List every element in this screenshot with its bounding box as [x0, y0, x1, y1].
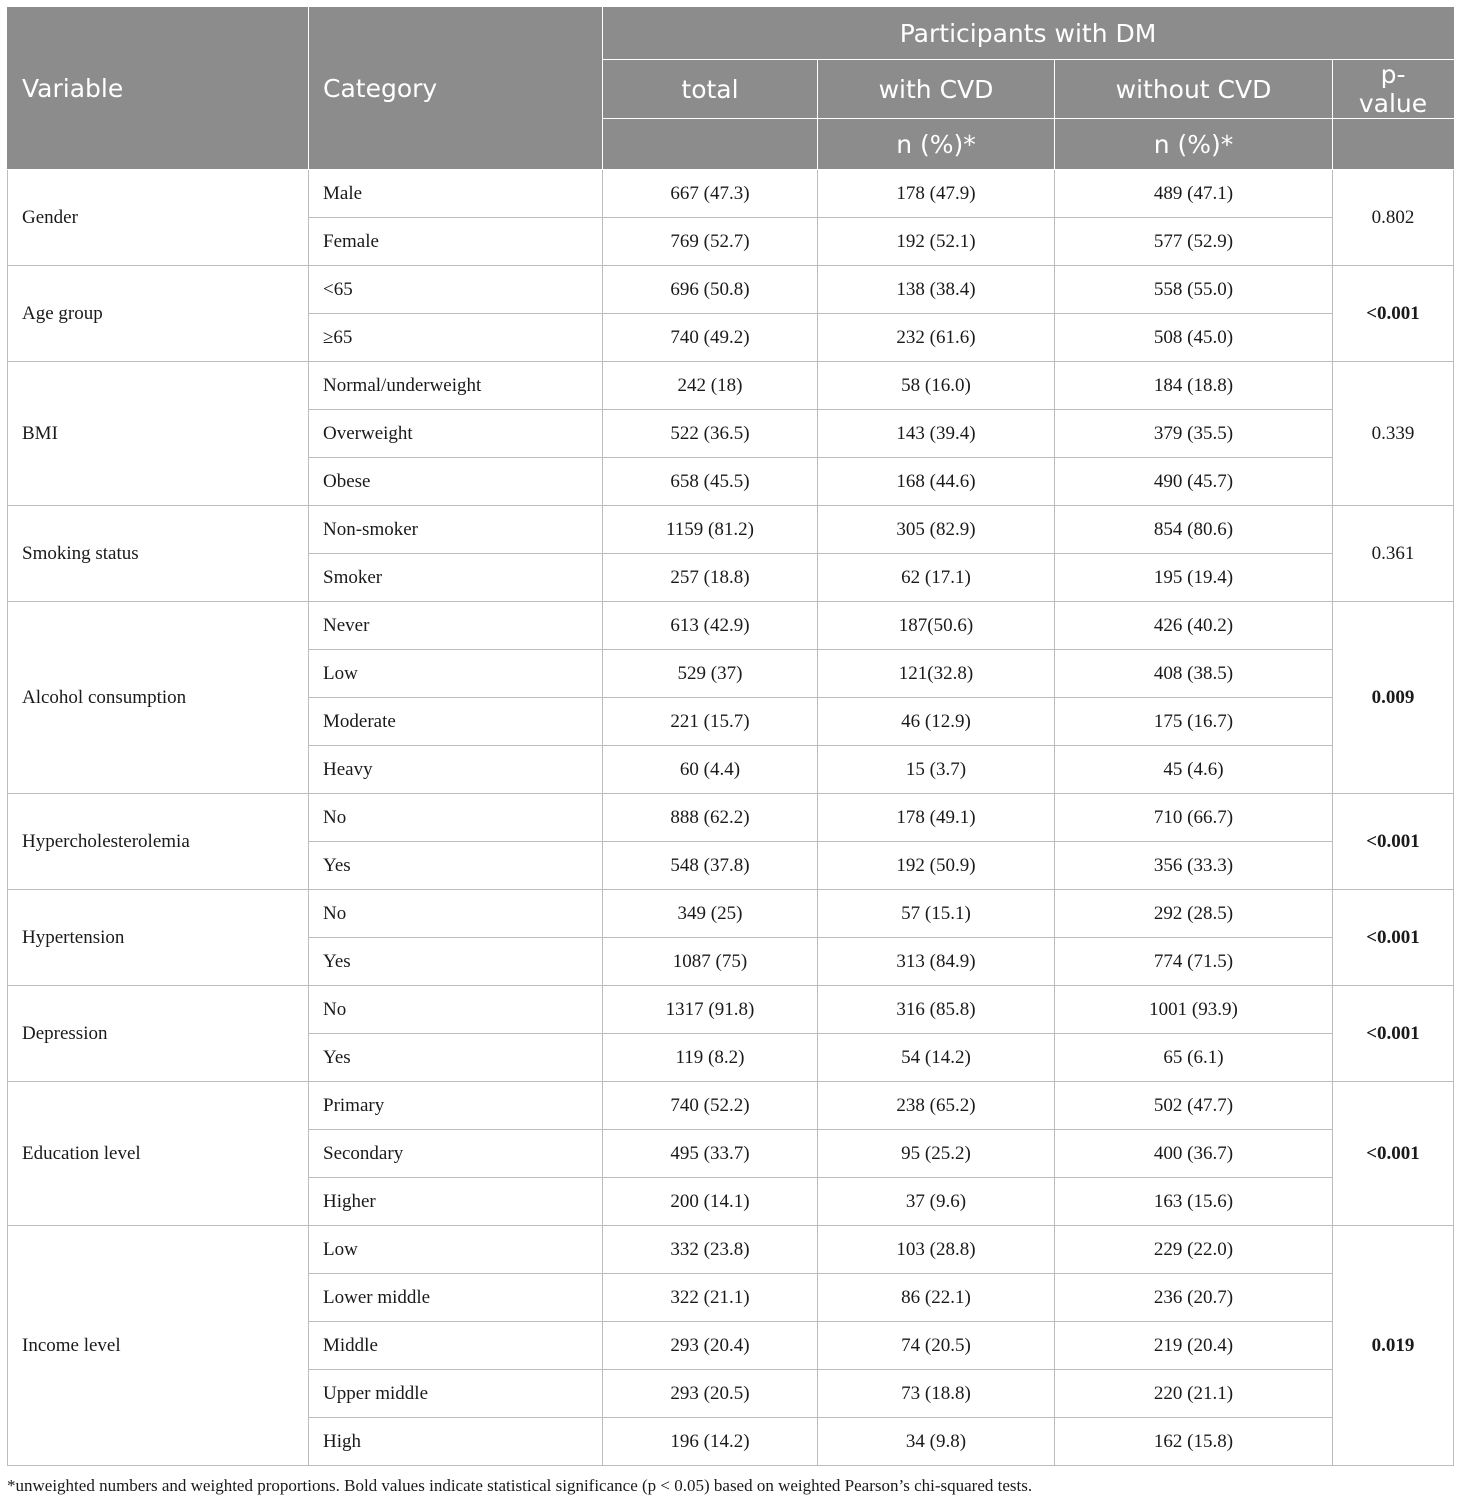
p-value-cell: 0.019 — [1333, 1226, 1454, 1466]
without-cvd-cell: 774 (71.5) — [1055, 938, 1333, 986]
header-unit-p — [1333, 119, 1454, 170]
variable-cell: Depression — [8, 986, 309, 1082]
category-cell: Yes — [309, 1034, 603, 1082]
total-cell: 293 (20.5) — [603, 1370, 818, 1418]
with-cvd-cell: 73 (18.8) — [818, 1370, 1055, 1418]
total-cell: 119 (8.2) — [603, 1034, 818, 1082]
table-row — [8, 266, 1454, 314]
variable-cell: Income level — [8, 1226, 309, 1466]
total-cell: 1317 (91.8) — [603, 986, 818, 1034]
total-cell: 522 (36.5) — [603, 410, 818, 458]
category-cell: Obese — [309, 458, 603, 506]
category-cell: Yes — [309, 842, 603, 890]
variable-cell: BMI — [8, 362, 309, 506]
p-value-cell: 0.339 — [1333, 362, 1454, 506]
category-cell: Primary — [309, 1082, 603, 1130]
total-cell: 696 (50.8) — [603, 266, 818, 314]
p-value-cell: <0.001 — [1333, 794, 1454, 890]
total-cell: 613 (42.9) — [603, 602, 818, 650]
with-cvd-cell: 121(32.8) — [818, 650, 1055, 698]
category-cell: Smoker — [309, 554, 603, 602]
without-cvd-cell: 490 (45.7) — [1055, 458, 1333, 506]
without-cvd-cell: 1001 (93.9) — [1055, 986, 1333, 1034]
with-cvd-cell: 238 (65.2) — [818, 1082, 1055, 1130]
with-cvd-cell: 54 (14.2) — [818, 1034, 1055, 1082]
category-cell: Low — [309, 650, 603, 698]
category-cell: No — [309, 986, 603, 1034]
without-cvd-cell: 292 (28.5) — [1055, 890, 1333, 938]
header-variable: Variable — [8, 8, 309, 170]
with-cvd-cell: 178 (47.9) — [818, 170, 1055, 218]
without-cvd-cell: 426 (40.2) — [1055, 602, 1333, 650]
total-cell: 322 (21.1) — [603, 1274, 818, 1322]
total-cell: 221 (15.7) — [603, 698, 818, 746]
with-cvd-cell: 168 (44.6) — [818, 458, 1055, 506]
total-cell: 740 (52.2) — [603, 1082, 818, 1130]
category-cell: No — [309, 890, 603, 938]
table-row — [8, 794, 1454, 842]
with-cvd-cell: 138 (38.4) — [818, 266, 1055, 314]
category-cell: Non-smoker — [309, 506, 603, 554]
category-cell: Yes — [309, 938, 603, 986]
total-cell: 257 (18.8) — [603, 554, 818, 602]
total-cell: 667 (47.3) — [603, 170, 818, 218]
header-without-cvd: without CVD — [1055, 60, 1333, 119]
variable-cell: Hypercholesterolemia — [8, 794, 309, 890]
without-cvd-cell: 220 (21.1) — [1055, 1370, 1333, 1418]
total-cell: 495 (33.7) — [603, 1130, 818, 1178]
category-cell: Normal/underweight — [309, 362, 603, 410]
category-cell: Higher — [309, 1178, 603, 1226]
with-cvd-cell: 192 (50.9) — [818, 842, 1055, 890]
category-cell: Middle — [309, 1322, 603, 1370]
without-cvd-cell: 45 (4.6) — [1055, 746, 1333, 794]
total-cell: 740 (49.2) — [603, 314, 818, 362]
p-value-cell: <0.001 — [1333, 890, 1454, 986]
without-cvd-cell: 184 (18.8) — [1055, 362, 1333, 410]
with-cvd-cell: 143 (39.4) — [818, 410, 1055, 458]
with-cvd-cell: 316 (85.8) — [818, 986, 1055, 1034]
variable-cell: Gender — [8, 170, 309, 266]
p-value-cell: 0.009 — [1333, 602, 1454, 794]
table-row — [8, 170, 1454, 218]
without-cvd-cell: 356 (33.3) — [1055, 842, 1333, 890]
with-cvd-cell: 192 (52.1) — [818, 218, 1055, 266]
with-cvd-cell: 103 (28.8) — [818, 1226, 1055, 1274]
variable-cell: Smoking status — [8, 506, 309, 602]
data-table — [7, 7, 1454, 1466]
category-cell: Lower middle — [309, 1274, 603, 1322]
category-cell: Low — [309, 1226, 603, 1274]
total-cell: 1087 (75) — [603, 938, 818, 986]
category-cell: Secondary — [309, 1130, 603, 1178]
without-cvd-cell: 489 (47.1) — [1055, 170, 1333, 218]
table-row — [8, 506, 1454, 554]
without-cvd-cell: 65 (6.1) — [1055, 1034, 1333, 1082]
table-row — [8, 362, 1454, 410]
without-cvd-cell: 710 (66.7) — [1055, 794, 1333, 842]
without-cvd-cell: 508 (45.0) — [1055, 314, 1333, 362]
total-cell: 293 (20.4) — [603, 1322, 818, 1370]
variable-cell: Age group — [8, 266, 309, 362]
category-cell: Overweight — [309, 410, 603, 458]
header-group-title: Participants with DM — [603, 8, 1454, 60]
with-cvd-cell: 95 (25.2) — [818, 1130, 1055, 1178]
total-cell: 196 (14.2) — [603, 1418, 818, 1466]
table-row — [8, 890, 1454, 938]
without-cvd-cell: 175 (16.7) — [1055, 698, 1333, 746]
table-row — [8, 1082, 1454, 1130]
with-cvd-cell: 178 (49.1) — [818, 794, 1055, 842]
header-total: total — [603, 60, 818, 119]
total-cell: 200 (14.1) — [603, 1178, 818, 1226]
without-cvd-cell: 577 (52.9) — [1055, 218, 1333, 266]
total-cell: 242 (18) — [603, 362, 818, 410]
table-row — [8, 986, 1454, 1034]
with-cvd-cell: 305 (82.9) — [818, 506, 1055, 554]
table-body — [8, 170, 1454, 1466]
with-cvd-cell: 58 (16.0) — [818, 362, 1055, 410]
category-cell: Female — [309, 218, 603, 266]
p-value-cell: <0.001 — [1333, 1082, 1454, 1226]
header-p-value: p-value — [1333, 60, 1454, 119]
total-cell: 529 (37) — [603, 650, 818, 698]
header-unit-total — [603, 119, 818, 170]
total-cell: 60 (4.4) — [603, 746, 818, 794]
without-cvd-cell: 229 (22.0) — [1055, 1226, 1333, 1274]
total-cell: 349 (25) — [603, 890, 818, 938]
category-cell: <65 — [309, 266, 603, 314]
with-cvd-cell: 46 (12.9) — [818, 698, 1055, 746]
p-value-cell: <0.001 — [1333, 266, 1454, 362]
without-cvd-cell: 163 (15.6) — [1055, 1178, 1333, 1226]
p-value-cell: 0.361 — [1333, 506, 1454, 602]
without-cvd-cell: 502 (47.7) — [1055, 1082, 1333, 1130]
category-cell: ≥65 — [309, 314, 603, 362]
with-cvd-cell: 15 (3.7) — [818, 746, 1055, 794]
p-value-cell: 0.802 — [1333, 170, 1454, 266]
without-cvd-cell: 408 (38.5) — [1055, 650, 1333, 698]
with-cvd-cell: 74 (20.5) — [818, 1322, 1055, 1370]
category-cell: Never — [309, 602, 603, 650]
total-cell: 1159 (81.2) — [603, 506, 818, 554]
category-cell: Moderate — [309, 698, 603, 746]
without-cvd-cell: 558 (55.0) — [1055, 266, 1333, 314]
total-cell: 332 (23.8) — [603, 1226, 818, 1274]
table-header — [8, 8, 1454, 170]
without-cvd-cell: 219 (20.4) — [1055, 1322, 1333, 1370]
table-row — [8, 1226, 1454, 1274]
variable-cell: Hypertension — [8, 890, 309, 986]
header-unit-without: n (%)* — [1055, 119, 1333, 170]
total-cell: 548 (37.8) — [603, 842, 818, 890]
with-cvd-cell: 187(50.6) — [818, 602, 1055, 650]
header-with-cvd: with CVD — [818, 60, 1055, 119]
p-value-cell: <0.001 — [1333, 986, 1454, 1082]
with-cvd-cell: 86 (22.1) — [818, 1274, 1055, 1322]
without-cvd-cell: 854 (80.6) — [1055, 506, 1333, 554]
total-cell: 888 (62.2) — [603, 794, 818, 842]
with-cvd-cell: 232 (61.6) — [818, 314, 1055, 362]
category-cell: Heavy — [309, 746, 603, 794]
with-cvd-cell: 34 (9.8) — [818, 1418, 1055, 1466]
table-row — [8, 602, 1454, 650]
with-cvd-cell: 313 (84.9) — [818, 938, 1055, 986]
category-cell: Male — [309, 170, 603, 218]
without-cvd-cell: 162 (15.8) — [1055, 1418, 1333, 1466]
variable-cell: Alcohol consumption — [8, 602, 309, 794]
header-unit-with: n (%)* — [818, 119, 1055, 170]
with-cvd-cell: 37 (9.6) — [818, 1178, 1055, 1226]
variable-cell: Education level — [8, 1082, 309, 1226]
without-cvd-cell: 379 (35.5) — [1055, 410, 1333, 458]
without-cvd-cell: 195 (19.4) — [1055, 554, 1333, 602]
header-category: Category — [309, 8, 603, 170]
with-cvd-cell: 57 (15.1) — [818, 890, 1055, 938]
with-cvd-cell: 62 (17.1) — [818, 554, 1055, 602]
category-cell: Upper middle — [309, 1370, 603, 1418]
total-cell: 658 (45.5) — [603, 458, 818, 506]
footnote: *unweighted numbers and weighted proportions. Bold values indicate statistical significance (p < 0.05) based on weighted Pearson’s chi-squared tests. — [7, 1476, 1033, 1495]
without-cvd-cell: 400 (36.7) — [1055, 1130, 1333, 1178]
without-cvd-cell: 236 (20.7) — [1055, 1274, 1333, 1322]
category-cell: High — [309, 1418, 603, 1466]
total-cell: 769 (52.7) — [603, 218, 818, 266]
category-cell: No — [309, 794, 603, 842]
